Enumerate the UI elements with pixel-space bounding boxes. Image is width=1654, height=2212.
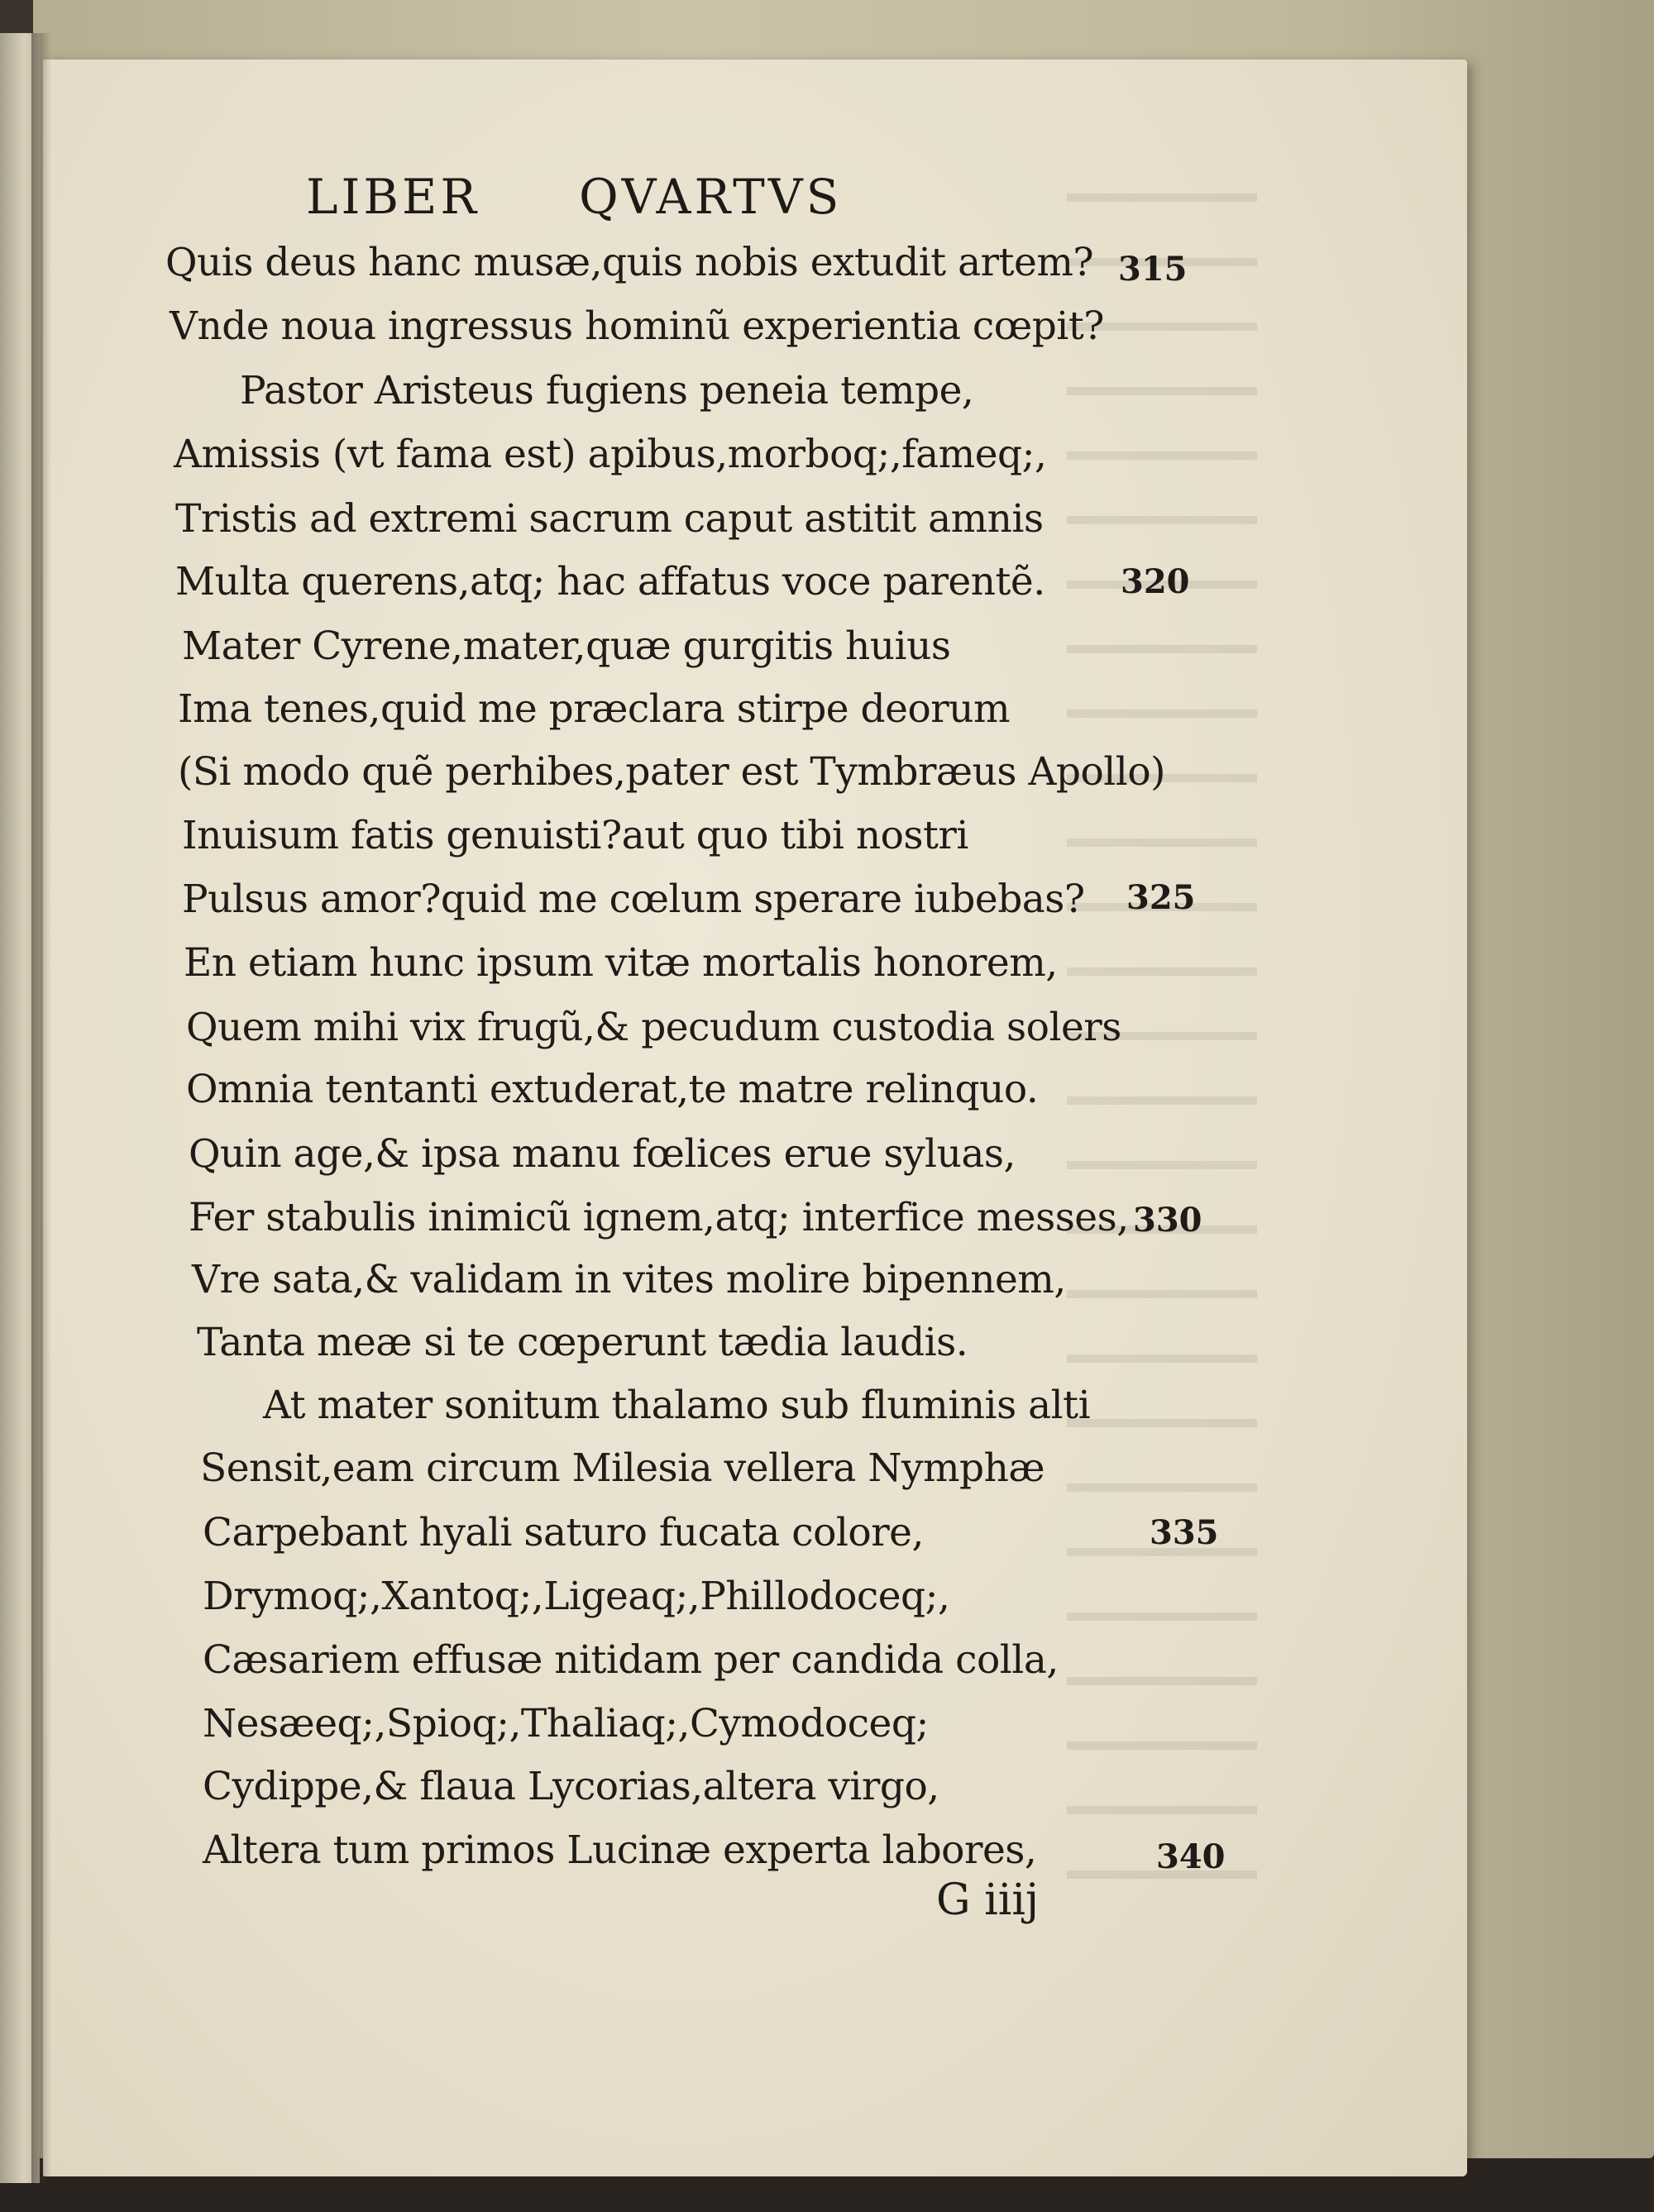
verse-line: Amissis (vt fama est) apibus,morboq;,fameq;, [174, 432, 1047, 477]
verse-line: Fer stabulis inimicũ ignem,atq; interfice messes, [189, 1195, 1129, 1240]
verse-line: Nesæeq;,Spioq;,Thaliaq;,Cymodoceq; [203, 1701, 929, 1746]
verse-line: Drymoq;,Xantoq;,Ligeaq;,Phillodoceq;, [203, 1574, 950, 1619]
signature-mark: G iiij [936, 1875, 1040, 1925]
verse-line: Multa querens,atq; hac affatus voce parentẽ. [175, 559, 1045, 604]
line-number: 330 [1133, 1201, 1202, 1240]
verse-line: Pulsus amor?quid me cœlum sperare iubebas? [182, 877, 1085, 922]
running-head-word: QVARTVS [579, 169, 843, 225]
running-head [306, 169, 935, 225]
verse-line: Quis deus hanc musæ,quis nobis extudit artem? [165, 240, 1094, 285]
verse-line: En etiam hunc ipsum vitæ mortalis honorem, [184, 940, 1058, 986]
verse-line: Altera tum primos Lucinæ experta labores, [203, 1827, 1037, 1873]
verse-line: (Si modo quẽ perhibes,pater est Tymbræus Apollo) [178, 749, 1165, 795]
verse-line: Tristis ad extremi sacrum caput astitit amnis [175, 496, 1044, 542]
verse-line: Sensit,eam circum Milesia vellera Nymphæ [200, 1445, 1045, 1491]
verse-line: Vnde noua ingressus hominũ experientia cœpit? [170, 303, 1104, 349]
line-number: 340 [1156, 1837, 1226, 1876]
verse-line: Vre sata,& validam in vites molire bipennem, [192, 1257, 1066, 1302]
verse-line: Quin age,& ipsa manu fœlices erue syluas, [189, 1131, 1016, 1177]
verse-line: Tanta meæ si te cœperunt tædia laudis. [197, 1320, 968, 1365]
verse-line: Mater Cyrene,mater,quæ gurgitis huius [182, 623, 951, 669]
line-number: 325 [1126, 878, 1196, 917]
verse-line: Pastor Aristeus fugiens peneia tempe, [240, 368, 974, 413]
running-head-word: LIBER [306, 169, 480, 225]
verse-line: Carpebant hyali saturo fucata colore, [203, 1510, 924, 1555]
verse-line: Cæsariem effusæ nitidam per candida colla, [203, 1637, 1059, 1683]
line-number: 335 [1150, 1513, 1219, 1552]
verse-line: Ima tenes,quid me præclara stirpe deorum [178, 686, 1011, 732]
verse-line: Cydippe,& flaua Lycorias,altera virgo, [203, 1764, 939, 1809]
verse-line: Quem mihi vix frugũ,& pecudum custodia solers [186, 1005, 1121, 1050]
gutter-shadow [31, 33, 51, 2183]
line-number: 315 [1118, 250, 1188, 289]
line-number: 320 [1121, 562, 1190, 601]
verse-line: Omnia tentanti extuderat,te matre relinquo. [186, 1067, 1039, 1112]
verse-line: Inuisum fatis genuisti?aut quo tibi nostri [182, 813, 968, 858]
verse-line: At mater sonitum thalamo sub fluminis alti [263, 1383, 1091, 1428]
